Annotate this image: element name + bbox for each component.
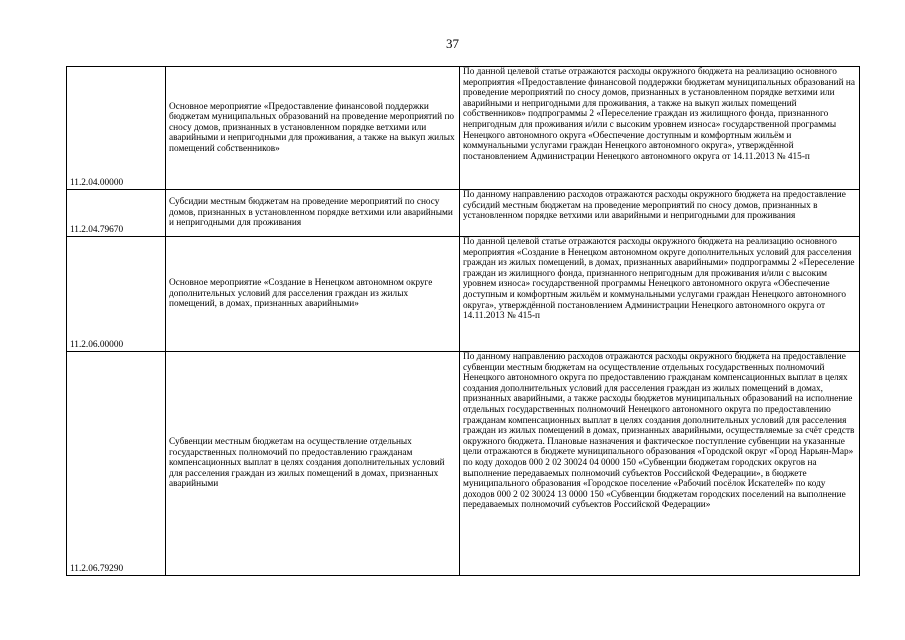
code-cell	[67, 190, 166, 237]
budget-classification-table	[66, 66, 860, 576]
page-number: 37	[446, 36, 459, 51]
table-row	[67, 67, 860, 190]
item-description: По данной целевой статье отражаются расходы окружного бюджета на реализацию основного мероприятия «Предоставление финансовой поддержки бюджетам муниципальных образований на проведение мероприятий по сносу домов, признанных в установленном порядке ветхими или аварийными и непригодными для проживания, а также на выкуп жилых помещений собственников» подпрограммы 2 «Переселение граждан из жилищного фонда, признанного непригодным для проживания и/или с высоким уровнем износа» государственной программы Ненецкого автономного округа «Обеспечение доступным и комфортным жильём и коммунальными услугами граждан Ненецкого автономного округа», утверждённой постановлением Администрации Ненецкого автономного округа от 14.11.2013 № 415-п	[463, 67, 855, 162]
name-cell	[166, 190, 460, 237]
name-cell	[166, 237, 460, 352]
item-name: Основное мероприятие «Создание в Ненецком автономном округе дополнительных условий для расселения граждан из жилых помещений, в домах, признанных аварийными»	[169, 278, 433, 310]
table-row	[67, 237, 860, 352]
item-description: По данному направлению расходов отражаются расходы окружного бюджета на предоставление субвенции местным бюджетам на осуществление отдельных государственных полномочий Ненецкого автономного округа по предоставлению гражданам компенсационных выплат в целях создания дополнительных условий для расселения граждан из жилых помещений в домах, признанных аварийными, а также расходы бюджетов муниципальных образований на исполнение отдельных государственных полномочий Ненецкого автономного округа по предоставлению гражданам компенсационных выплат в целях создания дополнительных условий для расселения граждан из жилых помещений в домах, признанных аварийными, осуществляемые за счёт средств окружного бюджета. Плановые назначения и фактическое поступление субвенции на указанные цели отражаются в бюджете муниципального образования «Городской округ «Город Нарьян-Мар» по коду доходов 000 2 02 30024 04 0000 150 «Субвенции бюджетам городских округов на выполнение передаваемых полномочий субъектов Российской Федерации», в бюджете муниципального образования «Городское поселение «Рабочий посёлок Искателей» по коду доходов 000 2 02 30024 13 0000 150 «Субвенции бюджетам городских поселений на выполнение передаваемых полномочий субъектов Российской Федерации»	[463, 352, 855, 511]
item-description: По данной целевой статье отражаются расходы окружного бюджета на реализацию основного мероприятия «Создание в Ненецком автономном округе дополнительных условий для расселения граждан из жилых помещений, в домах, признанных аварийными» подпрограммы 2 «Переселение граждан из жилищного фонда, признанного непригодным для проживания и/или с высоким уровнем износа» государственной программы Ненецкого автономного округа «Обеспечение доступным и комфортным жильём и коммунальными услугами граждан Ненецкого автономного округа», утверждённой постановлением Администрации Ненецкого автономного округа от 14.11.2013 № 415-п	[463, 237, 855, 322]
table-row	[67, 190, 860, 237]
item-description: По данному направлению расходов отражаются расходы окружного бюджета на предоставление субсидий местным бюджетам на проведение мероприятий по сносу домов, признанных в установленном порядке ветхими или аварийными и непригодными для проживания	[463, 190, 846, 222]
code-cell	[67, 237, 166, 352]
name-cell	[166, 352, 460, 576]
code-cell	[67, 352, 166, 576]
description-cell	[460, 190, 860, 237]
budget-code: 11.2.06.00000	[70, 340, 124, 351]
description-cell	[460, 237, 860, 352]
item-name: Основное мероприятие «Предоставление финансовой поддержки бюджетам муниципальных образований на проведение мероприятий по сносу домов, признанных в установленном порядке ветхими или аварийными и непригодными для проживания, а также на выкуп жилых помещений собственников»	[169, 101, 455, 154]
description-cell	[460, 67, 860, 190]
budget-code: 11.2.04.79670	[70, 225, 124, 236]
item-name: Субсидии местным бюджетам на проведение мероприятий по сносу домов, признанных в установленном порядке ветхими или аварийными и непригодными для проживания	[169, 197, 453, 229]
budget-code: 11.2.06.79290	[70, 564, 124, 575]
item-name: Субвенции местным бюджетам на осуществление отдельных государственных полномочий по предоставлению гражданам компенсационных выплат в целях создания дополнительных условий для расселения граждан из жилых помещений в домах, признанных аварийными	[169, 437, 445, 490]
table-row	[67, 352, 860, 576]
name-cell	[166, 67, 460, 190]
budget-code: 11.2.04.00000	[70, 178, 124, 189]
description-cell	[460, 352, 860, 576]
code-cell	[67, 67, 166, 190]
